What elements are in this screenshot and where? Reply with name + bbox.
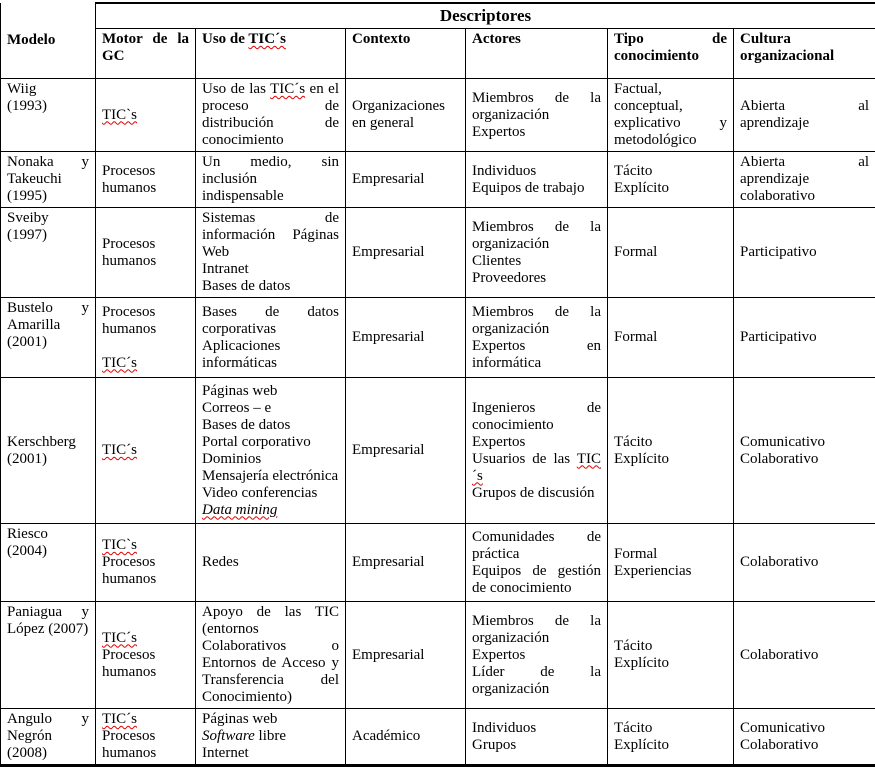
text-run: Angulo y Negrón (2008) xyxy=(7,711,89,761)
cell-modelo xyxy=(1,378,96,524)
cell-cultura xyxy=(734,298,875,378)
cell-paragraph xyxy=(7,526,89,560)
text-run: Equipos de trabajo xyxy=(472,179,585,196)
text-run: Kerschberg (2001) xyxy=(7,433,76,467)
cell-paragraph xyxy=(740,154,869,205)
header-col-tipo-conocimiento xyxy=(608,29,734,79)
cell-paragraph xyxy=(202,711,339,728)
text-run: TIC`s xyxy=(102,537,137,553)
cell-paragraph xyxy=(614,451,727,468)
cell-actores xyxy=(466,79,608,152)
cell-paragraph xyxy=(102,236,189,270)
cell-paragraph xyxy=(202,502,339,519)
cell-paragraph xyxy=(740,244,869,261)
text-run: (1993) xyxy=(7,98,47,114)
text-run: Intranet xyxy=(202,261,249,277)
models-table xyxy=(0,2,875,767)
text-run: TIC´s xyxy=(472,450,601,484)
cell-modelo xyxy=(1,208,96,298)
table-row xyxy=(1,208,875,298)
text-run: Apoyo de las TIC (entornos Colaborativos o Entornos de Acceso y Transferencia del Conocimiento) xyxy=(202,604,339,705)
text-run: Explícito xyxy=(614,655,669,671)
cell-paragraph xyxy=(102,338,189,355)
text-run: Sveiby (1997) xyxy=(7,210,49,243)
table-row xyxy=(1,602,875,709)
cell-paragraph xyxy=(7,81,89,98)
cell-paragraph xyxy=(472,613,601,647)
header-col-uso-tics xyxy=(196,29,346,79)
cell-paragraph xyxy=(202,278,339,295)
text-run: Expertos xyxy=(472,123,526,140)
cell-paragraph xyxy=(102,163,189,197)
cell-paragraph xyxy=(102,537,189,554)
text-run: Internet xyxy=(202,745,249,761)
text-run: Empresarial xyxy=(352,554,425,570)
cell-paragraph xyxy=(614,655,727,672)
text-run: Software xyxy=(202,728,255,744)
cell-paragraph xyxy=(202,210,339,261)
cell-paragraph xyxy=(472,720,601,737)
cell-paragraph xyxy=(352,244,459,261)
cell-paragraph xyxy=(472,485,601,502)
text-run: Procesos humanos xyxy=(102,303,157,337)
text-run: Comunidades de práctica xyxy=(472,528,601,562)
text-run: Colaborativo xyxy=(740,736,819,753)
cell-uso xyxy=(196,152,346,208)
text-run: Bases de datos xyxy=(202,416,291,433)
header-col-contexto xyxy=(346,29,466,79)
cell-paragraph xyxy=(102,554,189,588)
text-run: Participativo xyxy=(740,244,817,260)
text-run: Video conferencias xyxy=(202,484,318,501)
text-run: Mensajería electrónica xyxy=(202,467,339,484)
cell-motor xyxy=(96,709,196,766)
cell-contexto xyxy=(346,208,466,298)
text-run: Cultura organizacional xyxy=(740,31,835,64)
text-run: Grupos de discusión xyxy=(472,484,595,501)
cell-paragraph xyxy=(472,180,601,197)
cell-paragraph xyxy=(614,163,727,180)
text-run: Redes xyxy=(202,554,239,570)
text-run: Paniagua y López (2007) xyxy=(7,604,89,637)
cell-contexto xyxy=(346,152,466,208)
cell-modelo xyxy=(1,602,96,709)
cell-paragraph xyxy=(740,31,869,65)
cell-paragraph xyxy=(472,529,601,563)
cell-paragraph xyxy=(102,728,189,762)
text-run: Contexto xyxy=(352,31,411,47)
text-run: Miembros de la organización xyxy=(472,218,601,252)
cell-paragraph xyxy=(7,98,89,115)
text-run: Un medio, sin inclusión indispensable xyxy=(202,154,339,204)
cell-cultura xyxy=(734,524,875,602)
text-run: Bases de datos corporativas xyxy=(202,303,339,337)
text-run: Sistemas de información Páginas Web xyxy=(202,210,339,260)
text-run: TIC´s xyxy=(102,711,137,727)
cell-paragraph xyxy=(202,451,339,468)
text-run: Uso de las xyxy=(202,81,271,97)
cell-paragraph xyxy=(352,98,459,132)
cell-paragraph xyxy=(352,728,459,745)
table-header xyxy=(1,3,875,79)
text-run: TIC´s xyxy=(102,442,137,458)
cell-actores xyxy=(466,152,608,208)
table-row xyxy=(1,152,875,208)
text-run: en el proceso de distribución de conocimiento xyxy=(202,81,339,148)
cell-paragraph xyxy=(7,434,89,468)
cell-paragraph xyxy=(202,304,339,338)
text-run: Individuos xyxy=(472,162,537,179)
cell-paragraph xyxy=(472,270,601,287)
header-col-cultura-organizacional xyxy=(734,29,875,79)
cell-actores xyxy=(466,524,608,602)
text-run: Riesco (2004) xyxy=(7,526,48,559)
cell-paragraph xyxy=(740,647,869,664)
text-run: Participativo xyxy=(740,329,817,345)
text-run: Empresarial xyxy=(352,442,425,458)
cell-actores xyxy=(466,709,608,766)
table-row xyxy=(1,378,875,524)
cell-paragraph xyxy=(740,329,869,346)
text-run: Procesos humanos xyxy=(102,235,157,269)
cell-actores xyxy=(466,208,608,298)
text-run: Empresarial xyxy=(352,171,425,187)
cell-contexto xyxy=(346,298,466,378)
cell-paragraph xyxy=(202,31,339,48)
cell-contexto xyxy=(346,79,466,152)
cell-cultura xyxy=(734,152,875,208)
text-run: Procesos humanos xyxy=(102,554,157,587)
text-run: Comunicativo xyxy=(740,433,825,450)
table-row xyxy=(1,524,875,602)
cell-paragraph xyxy=(472,434,601,451)
text-run: Bustelo y Amarilla (2001) xyxy=(7,300,89,350)
text-run: TIC´s xyxy=(102,354,137,371)
text-run: Data mining xyxy=(202,501,278,518)
cell-actores xyxy=(466,602,608,709)
cell-motor xyxy=(96,378,196,524)
cell-paragraph xyxy=(614,244,727,261)
cell-paragraph xyxy=(202,154,339,205)
text-run: Procesos humanos xyxy=(102,162,157,196)
cell-paragraph xyxy=(614,329,727,346)
cell-actores xyxy=(466,378,608,524)
text-run: Empresarial xyxy=(352,646,425,663)
header-descriptores: Descriptores xyxy=(96,3,875,29)
cell-paragraph xyxy=(352,554,459,571)
cell-paragraph xyxy=(202,383,339,400)
cell-cultura xyxy=(734,602,875,709)
cell-cultura xyxy=(734,208,875,298)
cell-paragraph xyxy=(740,434,869,451)
cell-paragraph xyxy=(472,163,601,180)
cell-paragraph xyxy=(352,31,459,48)
text-run: Expertos xyxy=(472,433,526,450)
cell-uso xyxy=(196,709,346,766)
text-run: Usuarios de las xyxy=(472,450,577,467)
cell-uso xyxy=(196,378,346,524)
cell-tipo xyxy=(608,709,734,766)
header-modelo: Modelo xyxy=(1,3,96,79)
cell-paragraph xyxy=(202,468,339,485)
text-run: Miembros de la organización xyxy=(472,612,601,646)
cell-paragraph xyxy=(202,400,339,417)
cell-motor xyxy=(96,152,196,208)
cell-paragraph xyxy=(352,171,459,188)
text-run: Nonaka y Takeuchi (1995) xyxy=(7,154,89,204)
cell-paragraph xyxy=(202,485,339,502)
cell-paragraph xyxy=(740,451,869,468)
text-run: Experiencias xyxy=(614,562,692,579)
cell-paragraph xyxy=(614,546,727,563)
text-run: Empresarial xyxy=(352,329,425,345)
text-run: Miembros de la organización xyxy=(472,303,601,337)
cell-paragraph xyxy=(202,261,339,278)
cell-modelo xyxy=(1,152,96,208)
cell-tipo xyxy=(608,378,734,524)
text-run: TIC´s xyxy=(102,629,137,646)
text-run: Explícito xyxy=(614,736,669,753)
text-run: TIC´s xyxy=(248,31,286,47)
text-run: Académico xyxy=(352,728,421,744)
text-run: Equipos de gestión de conocimiento xyxy=(472,562,601,596)
header-columns-row xyxy=(1,29,875,79)
cell-motor xyxy=(96,524,196,602)
text-run: Miembros de la organización xyxy=(472,89,601,123)
cell-contexto xyxy=(346,602,466,709)
text-run: Wiig xyxy=(7,81,37,97)
text-run: Bases de datos xyxy=(202,278,291,294)
text-run: Expertos xyxy=(472,646,526,663)
cell-paragraph xyxy=(614,81,727,149)
cell-paragraph xyxy=(614,563,727,580)
text-run: Comunicativo xyxy=(740,719,825,736)
cell-paragraph xyxy=(202,604,339,706)
text-run: Colaborativo xyxy=(740,450,819,467)
cell-modelo xyxy=(1,79,96,152)
cell-paragraph xyxy=(472,219,601,253)
text-run: Tácito xyxy=(614,638,653,654)
cell-paragraph xyxy=(202,728,339,745)
cell-paragraph xyxy=(202,417,339,434)
table-row xyxy=(1,79,875,152)
cell-paragraph xyxy=(102,647,189,681)
cell-uso xyxy=(196,79,346,152)
cell-paragraph xyxy=(740,98,869,132)
header-col-motor-gc xyxy=(96,29,196,79)
cell-uso xyxy=(196,298,346,378)
cell-uso xyxy=(196,602,346,709)
cell-uso xyxy=(196,524,346,602)
cell-paragraph xyxy=(740,737,869,754)
header-col-actores xyxy=(466,29,608,79)
cell-paragraph xyxy=(202,81,339,149)
text-run: Líder de la organización xyxy=(472,663,601,697)
cell-paragraph xyxy=(352,442,459,459)
cell-paragraph xyxy=(472,647,601,664)
cell-paragraph xyxy=(472,664,601,698)
text-run: Formal xyxy=(614,545,658,562)
cell-paragraph xyxy=(7,604,89,638)
cell-cultura xyxy=(734,378,875,524)
table-body xyxy=(1,79,875,766)
cell-paragraph xyxy=(202,745,339,762)
cell-paragraph xyxy=(614,31,727,65)
header-row-top xyxy=(1,3,875,29)
cell-paragraph xyxy=(352,329,459,346)
text-run: Procesos humanos xyxy=(102,646,157,680)
text-run: Expertos en informática xyxy=(472,337,601,371)
text-run: Colaborativo xyxy=(740,554,819,570)
cell-paragraph xyxy=(614,737,727,754)
cell-paragraph xyxy=(472,124,601,141)
text-run: Uso de xyxy=(202,31,249,47)
text-run: Formal xyxy=(614,244,658,260)
text-run: Proveedores xyxy=(472,269,547,286)
cell-paragraph xyxy=(7,210,89,244)
table-row xyxy=(1,298,875,378)
text-run: Abierta al aprendizaje colaborativo xyxy=(740,154,870,204)
cell-motor xyxy=(96,79,196,152)
cell-paragraph xyxy=(7,711,89,762)
cell-paragraph xyxy=(472,451,601,485)
text-run: Motor de la GC xyxy=(102,31,189,64)
cell-paragraph xyxy=(740,720,869,737)
text-run: Abierta al aprendizaje xyxy=(740,98,870,131)
cell-paragraph xyxy=(472,253,601,270)
text-run: Ingenieros de conocimiento xyxy=(472,399,601,433)
cell-cultura xyxy=(734,79,875,152)
cell-paragraph xyxy=(102,304,189,338)
cell-paragraph xyxy=(102,107,189,124)
cell-motor xyxy=(96,298,196,378)
text-run: Tácito xyxy=(614,433,653,450)
text-run: Correos – e xyxy=(202,399,272,416)
table-row xyxy=(1,709,875,766)
text-run: Colaborativo xyxy=(740,646,819,663)
cell-paragraph xyxy=(472,400,601,434)
cell-modelo xyxy=(1,298,96,378)
text-run: Portal corporativo xyxy=(202,433,311,450)
cell-paragraph xyxy=(7,300,89,351)
text-run: Factual, conceptual, explicativo y metodológico xyxy=(614,81,727,148)
text-run: Formal xyxy=(614,329,658,345)
cell-paragraph xyxy=(102,442,189,459)
text-run: Clientes xyxy=(472,252,522,269)
text-run: Tácito xyxy=(614,719,653,736)
text-run: Empresarial xyxy=(352,244,425,260)
cell-paragraph xyxy=(614,638,727,655)
cell-tipo xyxy=(608,602,734,709)
cell-paragraph xyxy=(472,563,601,597)
cell-paragraph xyxy=(202,554,339,571)
text-run: Actores xyxy=(472,31,521,47)
text-run: Explícito xyxy=(614,179,669,196)
cell-paragraph xyxy=(102,31,189,65)
cell-contexto xyxy=(346,524,466,602)
cell-paragraph xyxy=(472,31,601,48)
cell-contexto xyxy=(346,709,466,766)
cell-tipo xyxy=(608,524,734,602)
cell-paragraph xyxy=(472,304,601,338)
text-run: Organizaciones en general xyxy=(352,98,446,131)
text-run: Páginas web xyxy=(202,382,278,399)
text-run: Dominios xyxy=(202,450,262,467)
text-run: Procesos humanos xyxy=(102,728,157,761)
cell-actores xyxy=(466,298,608,378)
cell-paragraph xyxy=(102,630,189,647)
cell-paragraph xyxy=(472,737,601,754)
cell-modelo xyxy=(1,524,96,602)
cell-paragraph xyxy=(614,434,727,451)
text-run: Individuos xyxy=(472,719,537,736)
text-run: libre xyxy=(254,728,287,744)
cell-motor xyxy=(96,208,196,298)
text-run: TIC`s xyxy=(102,106,137,123)
cell-uso xyxy=(196,208,346,298)
cell-contexto xyxy=(346,378,466,524)
cell-tipo xyxy=(608,152,734,208)
cell-paragraph xyxy=(102,711,189,728)
text-run: Aplicaciones informáticas xyxy=(202,337,281,371)
cell-paragraph xyxy=(740,554,869,571)
cell-paragraph xyxy=(472,90,601,124)
cell-paragraph xyxy=(614,720,727,737)
cell-motor xyxy=(96,602,196,709)
cell-paragraph xyxy=(202,338,339,372)
cell-tipo xyxy=(608,208,734,298)
cell-tipo xyxy=(608,298,734,378)
cell-modelo xyxy=(1,709,96,766)
cell-paragraph xyxy=(614,180,727,197)
cell-paragraph xyxy=(472,338,601,372)
text-run: Tácito xyxy=(614,162,653,179)
text-run: Grupos xyxy=(472,736,517,753)
text-run: Páginas web xyxy=(202,711,278,727)
text-run: Tipo de conocimiento xyxy=(614,31,727,64)
cell-tipo xyxy=(608,79,734,152)
cell-paragraph xyxy=(102,355,189,372)
cell-paragraph xyxy=(202,434,339,451)
cell-cultura xyxy=(734,709,875,766)
text-run: TIC´s xyxy=(270,81,306,97)
cell-paragraph xyxy=(352,647,459,664)
text-run: Explícito xyxy=(614,450,669,467)
cell-paragraph xyxy=(7,154,89,205)
